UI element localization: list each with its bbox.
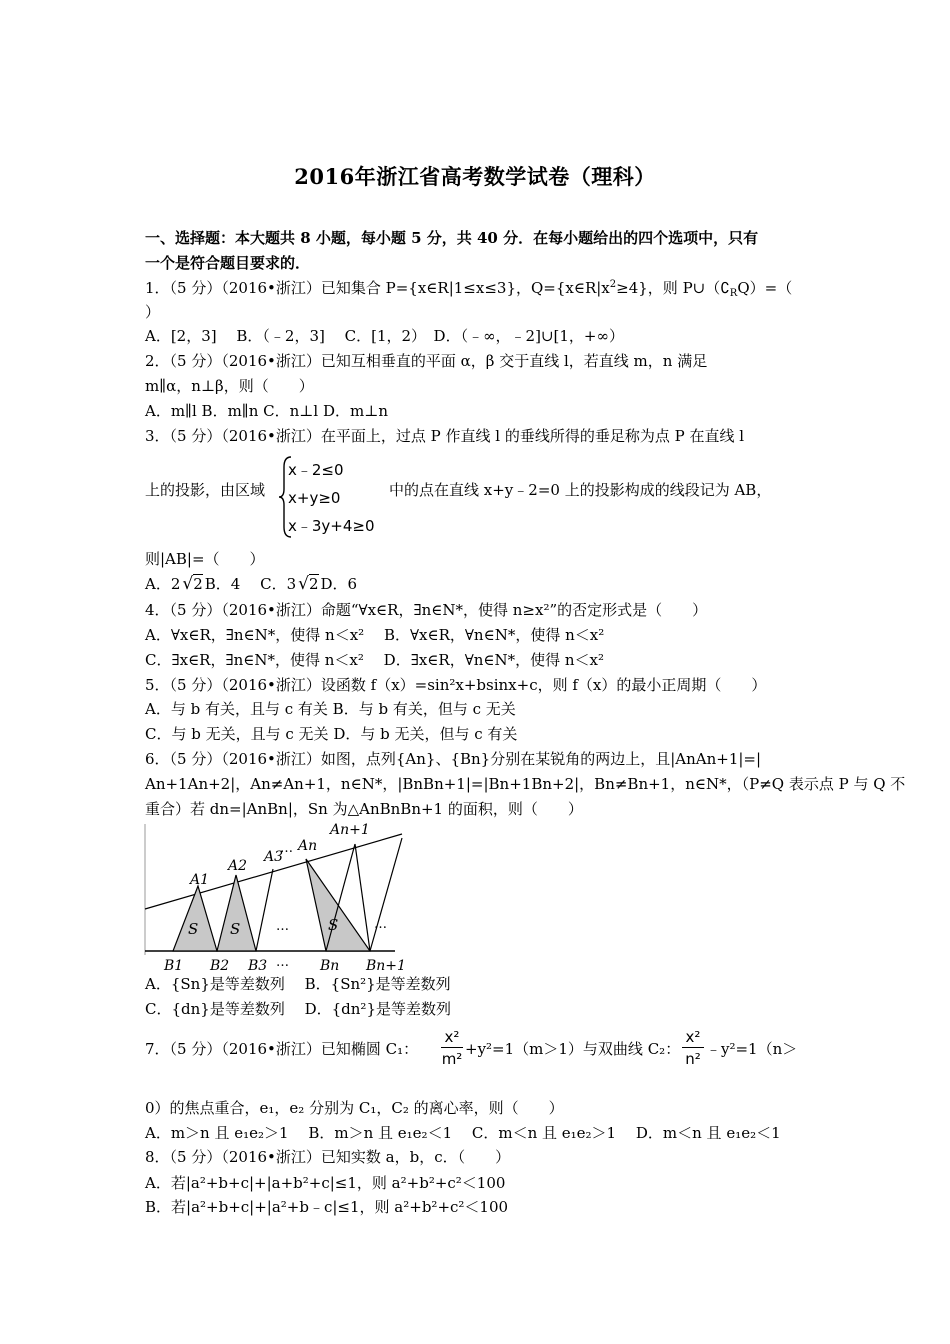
dots-top: …: [280, 841, 293, 856]
label-a3: A3: [264, 849, 284, 865]
label-bn: Bn: [320, 958, 340, 974]
label-an: An: [298, 838, 318, 854]
question-5-options-ab: A．与 b 有关，且与 c 有关 B．与 b 有关，但与 c 无关: [145, 700, 516, 718]
label-bn1: Bn+1: [366, 958, 406, 974]
question-7-mid: +y²=1（m＞1）与双曲线 C₂：: [465, 1040, 681, 1058]
section-heading-cont: 一个是符合题目要求的．: [145, 254, 311, 272]
question-2: 2．（5 分）（2016•浙江）已知互相垂直的平面 α，β 交于直线 l，若直线 m，n 满足: [145, 352, 708, 370]
triangle-1: [173, 886, 217, 951]
question-5-options-cd: C．与 b 无关，且与 c 无关 D．与 b 无关，但与 c 有关: [145, 725, 518, 743]
question-3-post: 中的点在直线 x+y﹣2=0 上的投影构成的线段记为 AB，: [389, 481, 772, 499]
fraction-2: $\frac{\text{x²}}{\text{n²}}$: [682, 1027, 704, 1070]
question-1: 1．（5 分）（2016•浙江）已知集合 P={x∈R|1≤x≤3}，$Q=\{x\in R|x^2\ge 4\}$，则 $P\cup(∁_RQ)=$（: [145, 279, 793, 299]
question-3-options: A．2 √2 B．4 C．3 √2 D．6: [145, 574, 358, 594]
page-title: 2016年浙江省高考数学试卷（理科）: [294, 164, 656, 189]
question-8-option-a: A．若|a²+b+c|+|a+b²+c|≤1，则 a²+b²+c²＜100: [145, 1174, 506, 1192]
question-8: 8．（5 分）（2016•浙江）已知实数 a，b，c．（ ）: [145, 1148, 511, 1166]
question-4: 4．（5 分）（2016•浙江）命题“∀x∈R，∃n∈N*，使得 n≥x²”的否定形式是（ ）: [145, 601, 708, 619]
question-3: 3．（5 分）（2016•浙江）在平面上，过点 P 作直线 l 的垂线所得的垂足称为点 P 在直线 l: [145, 427, 745, 445]
label-an1: An+1: [330, 822, 370, 838]
question-1-cont: ）: [145, 303, 161, 321]
question-6-cont2: 重合）若 dn=|AnBn|，Sn 为△AnBnBn+1 的面积，则（ ）: [145, 800, 583, 818]
question-7-cont: 0）的焦点重合，e₁，e₂ 分别为 C₁，C₂ 的离心率，则（ ）: [145, 1099, 564, 1117]
dots-bottom: …: [276, 955, 289, 970]
label-s1: S: [188, 920, 199, 938]
dots-right: …: [374, 917, 387, 932]
label-s3: S: [328, 916, 339, 934]
question-6-options-ab: A．{Sn}是等差数列 B．{Sn²}是等差数列: [145, 975, 451, 993]
label-b3: B3: [248, 958, 268, 974]
question-7-options: A．m＞n 且 e₁e₂＞1 B．m＞n 且 e₁e₂＜1 C．m＜n 且 e₁e₂＞1 D．m＜n 且 e₁e₂＜1: [145, 1124, 781, 1142]
label-b2: B2: [210, 958, 230, 974]
question-2-cont: m∥α，n⊥β，则（ ）: [145, 377, 314, 395]
fraction-1: $\frac{\text{x²}}{\text{m²}}$: [441, 1028, 463, 1068]
question-6: 6．（5 分）（2016•浙江）如图，点列{An}、{Bn}分别在某锐角的两边上，且|AnAn+1|=|: [145, 750, 762, 768]
question-4-options-ab: A．∀x∈R，∃n∈N*，使得 n＜x² B．∀x∈R，∀n∈N*，使得 n＜x²: [145, 626, 605, 644]
question-7-post: ﹣y²=1（n＞: [706, 1040, 798, 1058]
sequence-figure: [140, 820, 410, 975]
question-4-options-cd: C．∃x∈R，∃n∈N*，使得 n＜x² D．∃x∈R，∀n∈N*，使得 n＜x²: [145, 651, 605, 669]
question-3-cont: 则|AB|=（ ）: [145, 550, 265, 568]
label-s2: S: [230, 920, 241, 938]
question-6-cont: An+1An+2|，An≠An+1，n∈N*，|BnBn+1|=|Bn+1Bn+2|，Bn≠Bn+1，n∈N*，（P≠Q 表示点 P 与 Q 不: [145, 775, 906, 793]
question-5: 5．（5 分）（2016•浙江）设函数 f（x）=sin²x+bsinx+c，则 f（x）的最小正周期（ ）: [145, 676, 767, 694]
label-a2: A2: [228, 858, 248, 874]
question-1-options: A．[2，3] B．（﹣2，3] C．[1，2） D．（﹣∞，﹣2]∪[1，+∞）: [145, 327, 624, 345]
question-3-pre: 上的投影，由区域: [145, 481, 266, 499]
question-2-options: A．m∥l B．m∥n C．n⊥l D．m⊥n: [145, 402, 388, 420]
label-a1: A1: [190, 872, 210, 888]
label-b1: B1: [164, 958, 184, 974]
section-heading: 一、选择题：本大题共 8 小题，每小题 5 分，共 40 分．在每小题给出的四个选项中，只有: [145, 229, 759, 247]
inequality-system: x﹣2≤0 x+y≥0 x﹣3y+4≥0: [288, 461, 375, 535]
question-7-pre: 7．（5 分）（2016•浙江）已知椭圆 C₁：: [145, 1040, 419, 1058]
question-6-options-cd: C．{dn}是等差数列 D．{dn²}是等差数列: [145, 1000, 451, 1018]
question-8-option-b: B．若|a²+b+c|+|a²+b﹣c|≤1，则 a²+b²+c²＜100: [145, 1198, 509, 1216]
dots-mid: …: [276, 919, 289, 934]
